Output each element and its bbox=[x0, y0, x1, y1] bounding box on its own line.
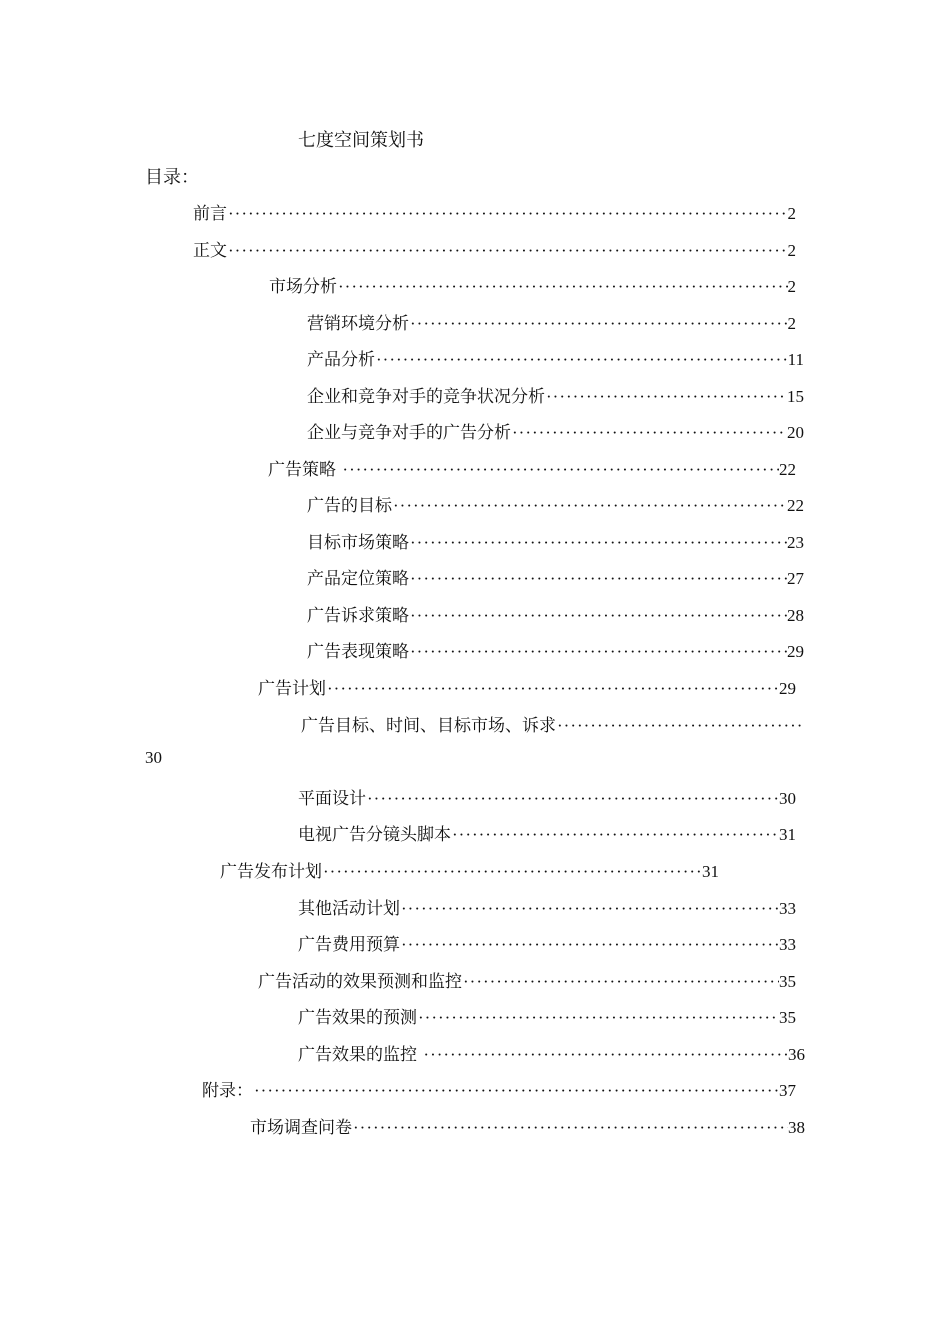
toc-entry-page: 33 bbox=[779, 899, 796, 918]
toc-entry-page: 29 bbox=[779, 679, 796, 698]
toc-leader-dots bbox=[452, 825, 779, 845]
toc-entry-label: 广告活动的效果预测和监控 bbox=[258, 972, 462, 992]
toc-entry-page: 38 bbox=[788, 1118, 805, 1137]
toc-leader-dots bbox=[418, 1008, 779, 1028]
toc-leader-dots bbox=[367, 789, 779, 809]
toc-entry-competitor-ads bbox=[307, 418, 804, 442]
toc-entry-page: 2 bbox=[787, 277, 796, 296]
toc-entry-product-analysis bbox=[307, 345, 804, 369]
toc-entry-label: 电视广告分镜头脚本 bbox=[298, 825, 451, 845]
toc-leader-dots bbox=[410, 642, 787, 662]
toc-entry-effect-monitor bbox=[298, 1040, 805, 1064]
toc-entry-goals-time-market-appeal bbox=[301, 711, 805, 735]
toc-entry-label: 目标市场策略 bbox=[307, 533, 409, 553]
toc-entry-label: 市场分析 bbox=[269, 277, 337, 297]
toc-entry-page: 30 bbox=[145, 748, 162, 767]
toc-entry-page: 29 bbox=[787, 642, 804, 661]
toc-entry-positioning-strategy bbox=[307, 564, 804, 588]
toc-entry-page: 20 bbox=[787, 423, 804, 442]
toc-entry-body bbox=[193, 236, 796, 260]
toc-entry-page: 22 bbox=[787, 496, 804, 515]
toc-entry-label: 营销环境分析 bbox=[307, 314, 409, 334]
toc-entry-survey bbox=[250, 1113, 805, 1137]
toc-entry-page: 2 bbox=[787, 314, 796, 333]
toc-leader-dots bbox=[410, 533, 787, 553]
toc-entry-label: 广告表现策略 bbox=[307, 642, 409, 662]
toc-leader-dots bbox=[228, 241, 788, 261]
toc-entry-label: 广告的目标 bbox=[307, 496, 392, 516]
toc-entry-ad-strategy bbox=[268, 455, 796, 479]
toc-heading: 目录： bbox=[145, 167, 199, 188]
toc-entry-market-analysis bbox=[269, 272, 796, 296]
toc-entry-competition-status bbox=[307, 382, 804, 406]
toc-entry-page: 11 bbox=[787, 350, 804, 369]
toc-entry-page: 15 bbox=[787, 387, 804, 406]
toc-entry-tv-storyboard bbox=[298, 820, 796, 844]
toc-entry-appeal-strategy bbox=[307, 601, 804, 625]
toc-entry-page: 37 bbox=[779, 1081, 796, 1100]
toc-leader-dots bbox=[463, 972, 779, 992]
toc-entry-label: 广告效果的监控 bbox=[298, 1045, 423, 1065]
toc-leader-dots bbox=[557, 716, 805, 736]
toc-entry-label: 正文 bbox=[193, 241, 227, 261]
toc-entry-expression-strategy bbox=[307, 637, 804, 661]
toc-entry-marketing-environment bbox=[307, 309, 796, 333]
toc-entry-label: 广告发布计划 bbox=[220, 862, 322, 882]
toc-entry-page: 22 bbox=[779, 460, 796, 479]
toc-entry-page: 28 bbox=[787, 606, 804, 625]
toc-entry-effect-forecast bbox=[298, 1003, 796, 1027]
toc-leader-dots bbox=[410, 606, 787, 626]
toc-entry-page: 31 bbox=[702, 862, 719, 881]
toc-entry-label: 广告目标、时间、目标市场、诉求 bbox=[301, 716, 556, 736]
toc-leader-dots bbox=[393, 496, 787, 516]
toc-entry-page: 33 bbox=[779, 935, 796, 954]
toc-entry-preface bbox=[193, 199, 796, 223]
toc-entry-page: 35 bbox=[779, 972, 796, 991]
toc-entry-effect-forecast-monitor bbox=[258, 967, 796, 991]
toc-entry-label: 广告费用预算 bbox=[298, 935, 400, 955]
toc-leader-dots bbox=[254, 1081, 779, 1101]
toc-entry-appendix bbox=[202, 1076, 796, 1100]
toc-leader-dots bbox=[353, 1118, 788, 1138]
toc-entry-ad-plan bbox=[258, 674, 796, 698]
toc-entry-label: 产品分析 bbox=[307, 350, 375, 370]
toc-entry-budget bbox=[298, 930, 796, 954]
toc-leader-dots bbox=[327, 679, 779, 699]
toc-entry-label: 市场调查问卷 bbox=[250, 1118, 352, 1138]
toc-entry-label: 广告效果的预测 bbox=[298, 1008, 417, 1028]
document-title: 七度空间策划书 bbox=[298, 130, 424, 151]
toc-leader-dots bbox=[512, 423, 787, 443]
toc-leader-dots bbox=[401, 899, 779, 919]
toc-leader-dots bbox=[228, 204, 788, 224]
toc-leader-dots bbox=[323, 862, 702, 882]
toc-leader-dots bbox=[410, 314, 788, 334]
toc-entry-label: 其他活动计划 bbox=[298, 899, 400, 919]
toc-entry-target-market-strategy bbox=[307, 528, 804, 552]
toc-entry-label: 前言 bbox=[193, 204, 227, 224]
toc-entry-publishing-plan bbox=[220, 857, 719, 881]
toc-entry-label: 广告诉求策略 bbox=[307, 606, 409, 626]
toc-entry-ad-goals bbox=[307, 491, 804, 515]
toc-entry-label: 企业与竞争对手的广告分析 bbox=[307, 423, 511, 443]
toc-leader-dots bbox=[410, 569, 787, 589]
toc-leader-dots bbox=[376, 350, 788, 370]
toc-entry-label: 企业和竞争对手的竞争状况分析 bbox=[307, 387, 545, 407]
toc-leader-dots bbox=[342, 460, 779, 480]
toc-entry-label: 附录： bbox=[202, 1081, 253, 1101]
toc-entry-print-design bbox=[298, 784, 796, 808]
toc-entry-label: 广告策略 bbox=[268, 460, 342, 480]
toc-leader-dots bbox=[546, 387, 787, 407]
toc-entry-label: 广告计划 bbox=[258, 679, 326, 699]
toc-leader-dots bbox=[338, 277, 788, 297]
toc-leader-dots bbox=[423, 1045, 788, 1065]
toc-entry-label: 产品定位策略 bbox=[307, 569, 409, 589]
toc-entry-other-activities bbox=[298, 894, 796, 918]
toc-entry-page: 2 bbox=[787, 204, 796, 223]
toc-entry-label: 平面设计 bbox=[298, 789, 366, 809]
toc-entry-page: 2 bbox=[787, 241, 796, 260]
toc-entry-page: 27 bbox=[787, 569, 804, 588]
toc-leader-dots bbox=[401, 935, 779, 955]
toc-entry-page: 36 bbox=[788, 1045, 805, 1064]
toc-entry-page: 23 bbox=[787, 533, 804, 552]
toc-entry-page: 35 bbox=[779, 1008, 796, 1027]
toc-entry-page: 31 bbox=[779, 825, 796, 844]
toc-entry-page: 30 bbox=[779, 789, 796, 808]
